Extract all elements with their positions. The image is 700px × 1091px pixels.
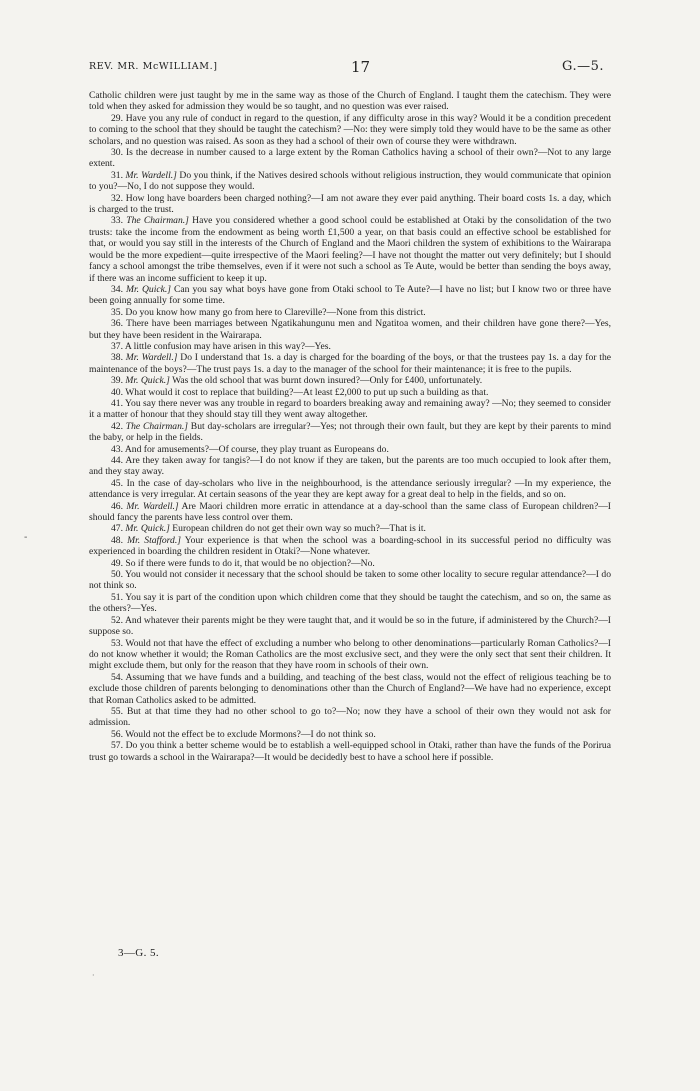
paragraph: 49. So if there were funds to do it, that would be no objection?—No. bbox=[111, 557, 375, 569]
paragraph: 35. Do you know how many go from here to Clareville?—None from this district. bbox=[111, 306, 426, 318]
paragraph: Catholic children were just taught by me in the same way as those of the Church of England. I taught them the catechism. They were told when they asked for admission they would be so taught, and no question was ever raised. bbox=[89, 90, 611, 113]
paragraph: 55. But at that time they had no other school to go to?—No; now they have a school of their own they would not ask for admission. bbox=[89, 705, 611, 729]
paragraph: 54. Assuming that we have funds and a building, and teaching of the best class, would not the effect of religious teaching be to exclude those children of parents belonging to denominations other than the Church of England?—We have had no experience, except that Roman Catholics asked to be admitted. bbox=[89, 671, 611, 706]
paragraph: 51. You say it is part of the condition upon which children come that they should be taught the catechism, and so on, the same as the others?—Yes. bbox=[89, 591, 611, 615]
paragraph: 53. Would not that have the effect of excluding a number who belong to other denominations—particularly Roman Catholics?—I do not know whether it would; the Roman Catholics are the most exclusive sect, and they were the only sect that sent their children. It might exclude them, but only for the reason that they have room in schools of their own. bbox=[89, 637, 611, 672]
paragraph-text: European children do not get their own way so much?—That is it. bbox=[169, 523, 426, 535]
paragraph: 44. Are they taken away for tangis?—I do not know if they are taken, but the parents are too much occupied to look after them, and they stay away. bbox=[89, 455, 611, 478]
speaker-name: The Chairman.] bbox=[126, 215, 189, 227]
paragraph: 30. Is the decrease in number caused to a large extent by the Roman Catholics having a school of their own?—Not to any large extent. bbox=[89, 147, 611, 170]
page-number: 17 bbox=[351, 58, 371, 76]
paragraph-text: Was the old school that was burnt down insured?—Only for £400, unfortunately. bbox=[169, 375, 483, 387]
paragraph-text: Do you think, if the Natives desired schools without religious instruction, they would communicate that opinion to you?—No, I do not suppose they would. bbox=[89, 169, 612, 193]
paragraph bbox=[89, 170, 611, 193]
speaker-name: Mr. Wardell.] bbox=[125, 169, 177, 181]
paragraph: 41. You say there never was any trouble in regard to boarders breaking away and remaining away? —No; they seemed to consider it a matter of honour that they should stay till they went away altogether. bbox=[89, 397, 611, 421]
paragraph-text: Your experience is that when the school was a boarding-school in its successful period no difficulty was experienced in boarding the children resident in Otaki?—None whatever. bbox=[89, 534, 612, 558]
paragraph: 32. How long have boarders been charged nothing?—I am not aware they ever paid anything. Their board costs 1s. a day, which is charged to the trust. bbox=[89, 192, 611, 216]
margin-tick: - bbox=[24, 532, 28, 543]
paragraph-text: Can you say what boys have gone from Otaki school to Te Aute?—I have no list; but I know two or three have been going annually for some time. bbox=[89, 283, 612, 307]
signature-mark: 3—G. 5. bbox=[118, 947, 159, 959]
speaker-name: Mr. Stafford.] bbox=[127, 534, 181, 546]
question-number: 38. bbox=[111, 352, 126, 364]
speaker-name: Mr. Wardell.] bbox=[126, 500, 179, 512]
paragraph: 43. And for amusements?—Of course, they play truant as Europeans do. bbox=[111, 443, 389, 455]
paragraph-text: But day-scholars are irregular?—Yes; not through their own fault, but they are kept by their parents to mind the baby, or help in the fields. bbox=[89, 420, 612, 444]
paragraph: 50. You would not consider it necessary that the school should be taken to some other locality to secure regular attendance?—I do not think so. bbox=[89, 569, 611, 592]
question-number: 42. bbox=[111, 420, 126, 432]
speaker-name: Mr. Quick.] bbox=[125, 375, 170, 387]
question-number: 33. bbox=[111, 215, 127, 227]
paragraph: 57. Do you think a better scheme would be to establish a well-equipped school in Otaki, rather than have the funds of the Porirua trust go towards a school in the Wairarapa?—It would be decidedly best to have a school here if possible. bbox=[89, 740, 611, 763]
paragraph: 52. And whatever their parents might be they were taught that, and it would be so in the future, if administered by the Church?—I suppose so. bbox=[89, 614, 611, 638]
paragraph-text: Have you considered whether a good school could be established at Otaki by the consolidation of the two trusts: take the income from the endowment as being worth £1,500 a year, on that basis could an effective school be established for that, or would you say still in the interests of the Church of England and the Maori children the system of exhibitions to the Wairarapa would be the more expedient—quite irrespective of the Maori feeling?—I have not thought the matter out very definitely; but I should fancy a school amongst the tribe themselves, even if it were not such a school as Te Aute, would be better than sending the boys away, if there was an income sufficient to keep it up. bbox=[89, 215, 611, 284]
header-right: G.—5. bbox=[562, 59, 604, 74]
question-number: 47. bbox=[111, 523, 126, 535]
paragraph: 29. Have you any rule of conduct in regard to the question, if any difficulty arose in this way? Would it be a condition precedent to coming to the school that they should be taught the catechism? —No: they were simply told they would have to be the same as other scholars, and no question was raised. As soon as they had a school of their own of course they were withdrawn. bbox=[89, 112, 611, 147]
paragraph-text: Do I understand that 1s. a day is charged for the boarding of the boys, or that the trustees pay 1s. a day for the maintenance of the boys?—The trust pays 1s. a day to the manager of the school for their maintenance; it is free to the pupils. bbox=[89, 352, 611, 375]
paragraph bbox=[89, 215, 611, 283]
speaker-name: Mr. Quick.] bbox=[125, 283, 172, 295]
margin-dot: · bbox=[92, 971, 95, 980]
question-number: 34. bbox=[111, 283, 126, 295]
paragraph bbox=[89, 535, 611, 558]
paragraph bbox=[89, 352, 611, 375]
paragraph: 56. Would not the effect be to exclude Mormons?—I do not think so. bbox=[111, 728, 376, 740]
paragraph bbox=[89, 501, 611, 524]
header-left: REV. MR. McWILLIAM.] bbox=[89, 61, 218, 72]
page-header bbox=[89, 58, 604, 78]
speaker-name: Mr. Wardell.] bbox=[125, 352, 178, 364]
question-number: 39. bbox=[111, 375, 126, 387]
question-number: 31. bbox=[111, 169, 126, 181]
paragraph-text: Are Maori children more erratic in attendance at a day-school than the same class of European children?—I should fancy the parents have less control over them. bbox=[89, 500, 612, 524]
paragraph bbox=[89, 421, 611, 444]
paragraph bbox=[89, 284, 611, 307]
paragraph bbox=[89, 375, 611, 386]
speaker-name: Mr. Quick.] bbox=[125, 523, 170, 535]
question-number: 46. bbox=[111, 500, 127, 512]
paragraph: 36. There have been marriages between Ngatikahungunu men and Ngatitoa women, and their children have gone there?—Yes, but they have been resident in the Wairarapa. bbox=[89, 318, 611, 341]
paragraph: 40. What would it cost to replace that building?—At least £2,000 to put up such a building as that. bbox=[111, 386, 489, 398]
document-body bbox=[89, 90, 611, 763]
paragraph bbox=[89, 523, 611, 534]
paragraph: 37. A little confusion may have arisen in this way?—Yes. bbox=[111, 340, 331, 352]
speaker-name: The Chairman.] bbox=[125, 420, 189, 432]
paragraph: 45. In the case of day-scholars who live in the neighbourhood, is the attendance seriously irregular? —In my experience, the attendance is very irregular. At certain seasons of the year they are kept away for a great deal to help in the fields, and so on. bbox=[89, 477, 611, 501]
question-number: 48. bbox=[111, 534, 128, 546]
